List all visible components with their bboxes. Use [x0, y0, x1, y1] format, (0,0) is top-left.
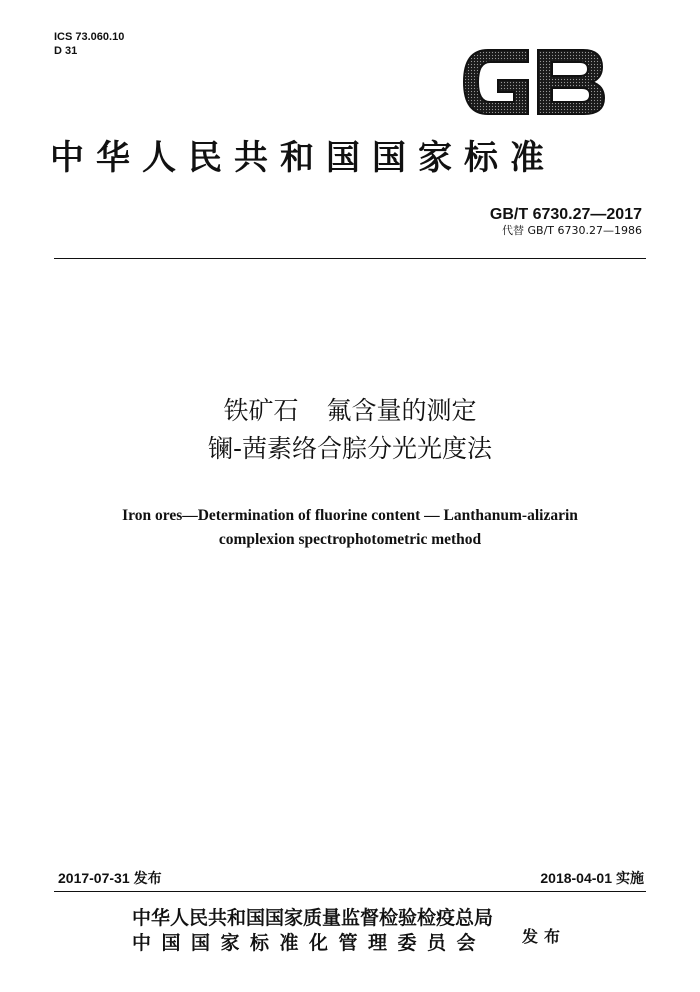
issuer-issue-word: 发布: [522, 927, 567, 946]
standard-number-block: [490, 205, 642, 238]
chinese-title-line1-part1: 铁矿石: [223, 396, 299, 425]
replaces-standard: 代替 GB/T 6730.27—1986: [502, 224, 642, 237]
top-divider: [54, 258, 646, 259]
issue-date-block: [58, 868, 162, 888]
ccs-code: D 31: [54, 45, 78, 57]
chinese-title: [0, 392, 700, 468]
implement-date: 2018-04-01: [540, 870, 612, 886]
national-standard-title: 中华人民共和国国家标准: [50, 138, 556, 178]
chinese-title-line1-part2: 氟含量的测定: [326, 396, 477, 425]
english-title-line2: complexion spectrophotometric method: [218, 531, 482, 548]
issue-date: 2017-07-31: [58, 870, 130, 886]
english-title: [0, 504, 700, 552]
implement-label: 实施: [616, 871, 644, 887]
issue-label: 发布: [133, 871, 162, 887]
implement-date-block: [540, 868, 644, 888]
ics-code: ICS 73.060.10: [54, 31, 125, 43]
issuer-line2: 中国国家标准化管理委员会: [132, 932, 487, 954]
standard-number: GB/T 6730.27—2017: [489, 206, 642, 223]
classification-codes: [54, 30, 124, 58]
chinese-title-line2: 镧-茜素络合腙分光光度法: [207, 434, 493, 463]
issuer-line1: 中华人民共和国国家质量监督检验检疫总局: [132, 907, 494, 929]
english-title-line1: Iron ores—Determination of fluorine content — Lanthanum-alizarin: [122, 507, 578, 524]
bottom-divider: [54, 891, 646, 892]
issuing-authorities: [132, 906, 493, 956]
gb-logo: [458, 42, 608, 122]
